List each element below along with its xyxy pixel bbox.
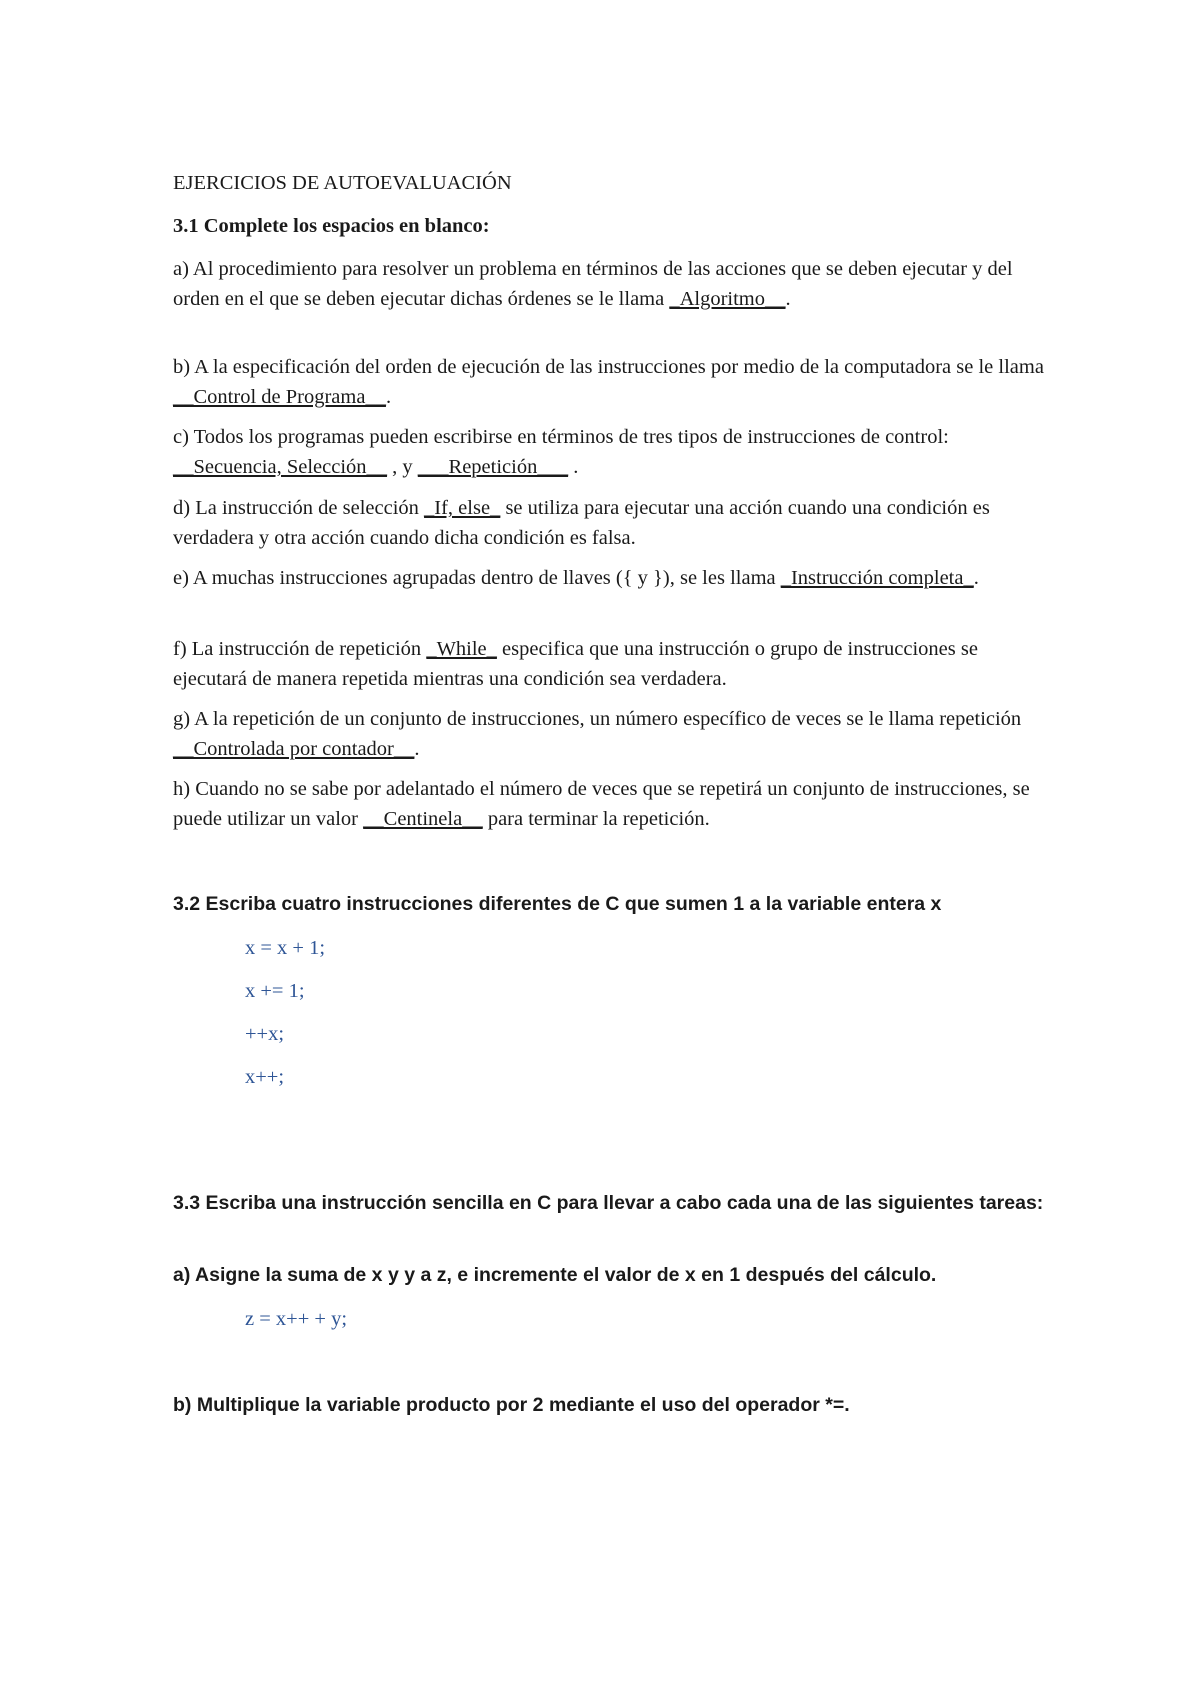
item-b-answer: __Control de Programa__ <box>173 386 386 408</box>
section-3-2-heading: 3.2 Escriba cuatro instrucciones diferentes de C que sumen 1 a la variable entera x <box>173 893 942 915</box>
code-line-3: ++x; <box>245 1023 285 1045</box>
item-f-text: f) La instrucción de repetición <box>173 638 427 660</box>
item-f <box>173 634 1048 694</box>
item-d-text: d) La instrucción de selección <box>173 497 425 519</box>
item-g <box>173 704 1048 764</box>
item-e <box>173 563 1048 593</box>
item-a-end: . <box>785 288 791 310</box>
code-line-2: x += 1; <box>245 980 305 1002</box>
task-a-code: z = x++ + y; <box>245 1308 348 1330</box>
item-c-end: . <box>568 456 579 478</box>
item-c <box>173 422 1048 482</box>
task-a-question: a) Asigne la suma de x y y a z, e incremente el valor de x en 1 después del cálculo. <box>173 1264 937 1286</box>
item-g-end: . <box>414 738 420 760</box>
code-line-1: x = x + 1; <box>245 937 326 959</box>
task-b-question: b) Multiplique la variable producto por 2 mediante el uso del operador *=. <box>173 1394 850 1416</box>
code-line-4: x++; <box>245 1066 285 1088</box>
section-3-1-heading: 3.1 Complete los espacios en blanco: <box>173 215 490 237</box>
item-h-end: para terminar la repetición. <box>482 808 710 830</box>
item-h-answer: __Centinela__ <box>363 808 483 830</box>
item-f-end: especifica que una instrucción o grupo de instrucciones se ejecutará de manera repetida mientras una condición sea verdadera. <box>173 638 978 690</box>
item-h <box>173 774 1048 834</box>
item-b-text: b) A la especificación del orden de ejecución de las instrucciones por medio de la computadora se le llama <box>173 356 1044 378</box>
item-b <box>173 352 1048 412</box>
item-d-answer: _If, else_ <box>424 497 501 519</box>
item-a-text: a) Al procedimiento para resolver un problema en términos de las acciones que se deben ejecutar y del orden en el que se deben ejecutar dichas órdenes se le llama <box>173 258 1013 310</box>
item-c-text: c) Todos los programas pueden escribirse en términos de tres tipos de instrucciones de control: <box>173 426 949 448</box>
item-a-answer: _Algoritmo__ <box>669 288 786 310</box>
item-e-text: e) A muchas instrucciones agrupadas dentro de llaves ({ y }), se les llama <box>173 567 781 589</box>
item-g-text: g) A la repetición de un conjunto de instrucciones, un número específico de veces se le llama repetición <box>173 708 1022 730</box>
item-c-mid: , y <box>387 456 418 478</box>
item-c-answer-1: __Secuencia, Selección__ <box>173 456 388 478</box>
item-h-text: h) Cuando no se sabe por adelantado el número de veces que se repetirá un conjunto de instrucciones, se puede utilizar un valor <box>173 778 1030 830</box>
item-a <box>173 254 1048 314</box>
item-e-answer: _Instrucción completa_ <box>780 567 974 589</box>
item-f-answer: _While_ <box>426 638 497 660</box>
document-title: EJERCICIOS DE AUTOEVALUACIÓN <box>173 172 512 194</box>
item-g-answer: __Controlada por contador__ <box>173 738 415 760</box>
item-b-end: . <box>385 386 392 408</box>
item-e-end: . <box>973 567 979 589</box>
item-c-answer-2: ___Repetición___ <box>417 456 569 478</box>
item-d-end: se utiliza para ejecutar una acción cuando una condición es verdadera y otra acción cuando dicha condición es falsa. <box>173 497 990 549</box>
section-3-3-heading: 3.3 Escriba una instrucción sencilla en C para llevar a cabo cada una de las siguientes tareas: <box>173 1192 1044 1214</box>
item-d <box>173 493 1048 553</box>
